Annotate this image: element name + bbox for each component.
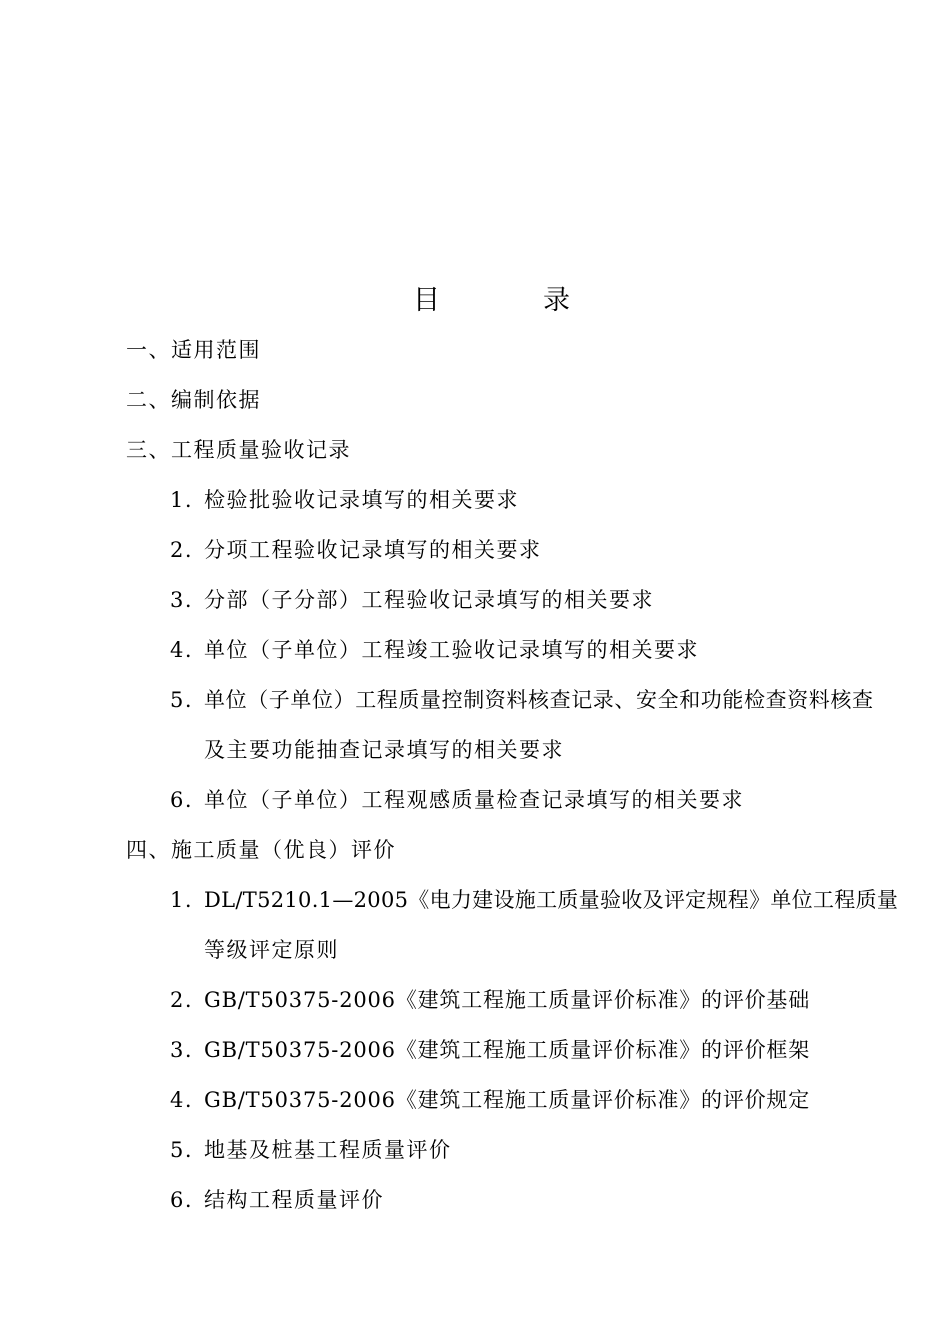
toc-section-3: 三、工程质量验收记录 [126, 438, 351, 462]
toc-title-char-2: 录 [543, 285, 570, 316]
toc-item-number: 2. [170, 988, 194, 1012]
toc-item-number: 5. [170, 1138, 194, 1162]
toc-item-text: 检验批验收记录填写的相关要求 [204, 488, 519, 512]
toc-item-number: 1. [170, 488, 194, 512]
toc-item-text: GB/T50375-2006《建筑工程施工质量评价标准》的评价规定 [204, 1088, 811, 1112]
toc-item-number: 4. [170, 1088, 194, 1112]
toc-item-text: 结构工程质量评价 [204, 1188, 384, 1212]
toc-item-number: 1. [170, 888, 194, 912]
toc-item-number: 3. [170, 588, 194, 612]
toc-item-text: 分部（子分部）工程验收记录填写的相关要求 [204, 588, 654, 612]
toc-item-number: 3. [170, 1038, 194, 1062]
toc-item-number: 5. [170, 688, 194, 712]
toc-item-text: 单位（子单位）工程竣工验收记录填写的相关要求 [204, 638, 699, 662]
toc-item-text: 单位（子单位）工程观感质量检查记录填写的相关要求 [204, 788, 744, 812]
toc-item-number: 6. [170, 1188, 194, 1212]
toc-item-text-continued: 等级评定原则 [204, 938, 339, 962]
toc-title [0, 281, 950, 321]
toc-item-text: GB/T50375-2006《建筑工程施工质量评价标准》的评价框架 [204, 1038, 811, 1062]
toc-item-text-continued: 及主要功能抽查记录填写的相关要求 [204, 738, 564, 762]
toc-item-number: 4. [170, 638, 194, 662]
toc-section-2: 二、编制依据 [126, 388, 261, 412]
toc-item-number: 2. [170, 538, 194, 562]
toc-item-text: GB/T50375-2006《建筑工程施工质量评价标准》的评价基础 [204, 988, 811, 1012]
toc-title-char-1: 目 [413, 285, 440, 316]
toc-item-text: 分项工程验收记录填写的相关要求 [204, 538, 542, 562]
toc-item-text: DL/T5210.1—2005《电力建设施工质量验收及评定规程》单位工程质量 [204, 888, 899, 912]
toc-item-number: 6. [170, 788, 194, 812]
toc-item-text: 单位（子单位）工程质量控制资料核查记录、安全和功能检查资料核查 [204, 688, 874, 712]
toc-item-text: 地基及桩基工程质量评价 [204, 1138, 452, 1162]
toc-section-1: 一、适用范围 [126, 338, 261, 362]
toc-section-4: 四、施工质量（优良）评价 [126, 838, 396, 862]
